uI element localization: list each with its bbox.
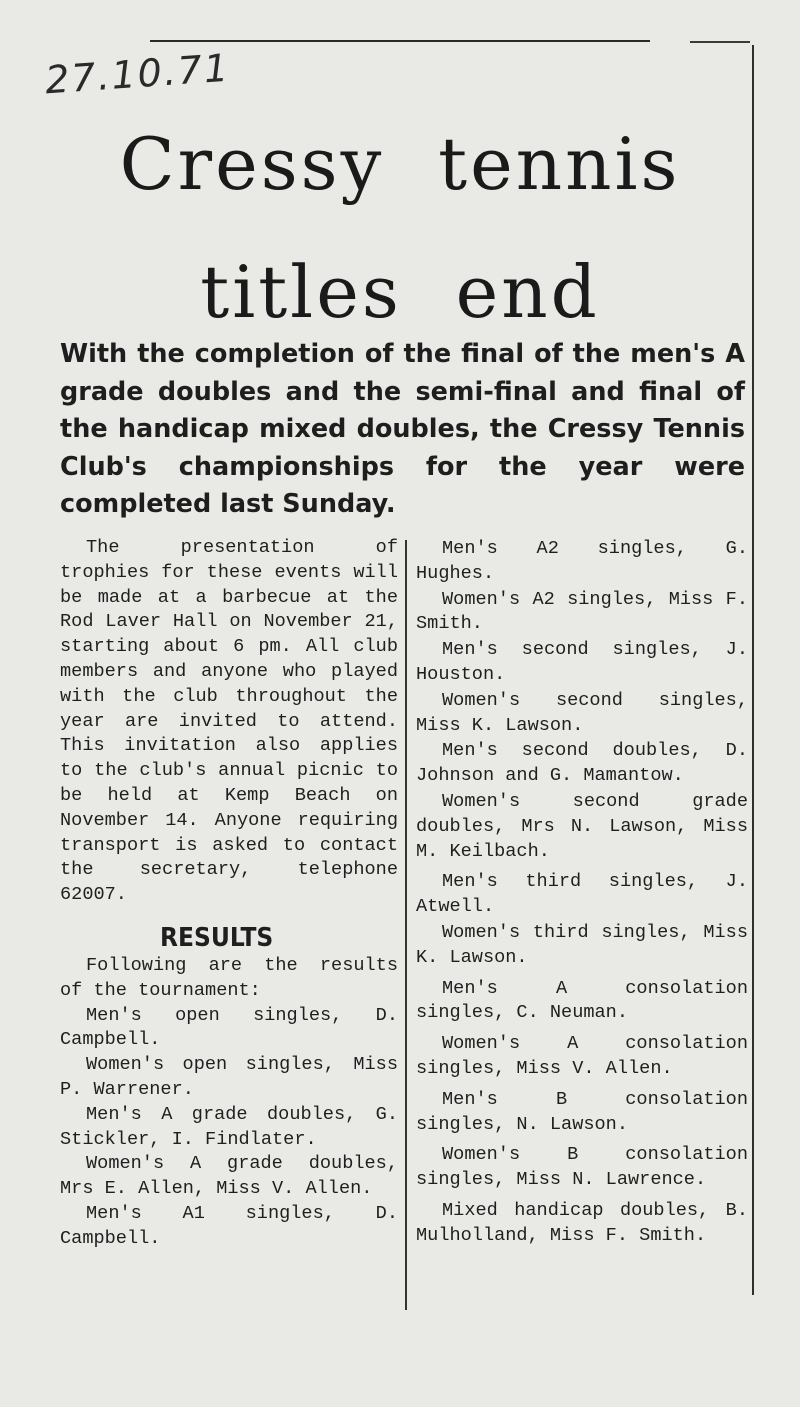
result-item: Men's third singles, J. Atwell. [416,871,748,918]
top-rule [150,40,650,42]
right-column-rule [752,45,754,1295]
result-item: Women's second grade doubles, Mrs N. Lawson, Miss M. Keilbach. [416,790,748,862]
result-item: Women's A consolation singles, Miss V. Allen. [416,1033,748,1079]
result-item: Men's A consolation singles, C. Neuman. [416,977,748,1024]
result-item: Men's second singles, J. Houston. [416,639,748,685]
column-divider [405,540,407,1310]
results-heading: RESULTS [160,922,274,953]
result-item: Women's B consolation singles, Miss N. Lawrence. [416,1144,748,1191]
headline-line-2: titles end [200,250,600,334]
right-column [416,537,748,1250]
headline-line-1: Cressy tennis [119,122,681,206]
result-item: Men's A grade doubles, G. Stickler, I. Findlater. [60,1103,398,1150]
intro-paragraph: The presentation of trophies for these events will be made at a barbecue at the Rod Laver Hall on November 21, starting about 6 pm. All club members and anyone who played with the club throughout the year are invited to attend. This invitation also applies to the club's annual picnic to be held at Kemp Beach on November 14. Anyone requiring transport is asked to contact the secretary, telephone 62007. [60,537,398,906]
headline [60,100,740,356]
results-intro: Following are the results of the tournament: [60,954,398,1001]
left-column [60,536,398,1252]
result-item: Men's open singles, D. Campbell. [60,1004,398,1051]
result-item: Men's B consolation singles, N. Lawson. [416,1088,748,1135]
result-item: Women's open singles, Miss P. Warrener. [60,1054,398,1100]
result-item: Women's A2 singles, Miss F. Smith. [416,588,748,635]
result-item: Women's second singles, Miss K. Lawson. [416,689,748,736]
handwritten-date: 27.10.71 [43,45,232,103]
standfirst: With the completion of the final of the men's A grade doubles and the semi-final and final of the handicap mixed doubles, the Cressy Tennis Club's championships for the year were completed last Sunday. [60,339,745,519]
result-item: Men's A1 singles, D. Campbell. [60,1202,398,1249]
result-item: Women's A grade doubles, Mrs E. Allen, Miss V. Allen. [60,1153,398,1200]
result-item: Men's second doubles, D. Johnson and G. Mamantow. [416,740,748,787]
result-item: Men's A2 singles, G. Hughes. [416,538,748,584]
result-item: Mixed handicap doubles, B. Mulholland, Miss F. Smith. [416,1199,748,1246]
result-item: Women's third singles, Miss K. Lawson. [416,921,748,968]
top-rule-tail [690,41,750,43]
